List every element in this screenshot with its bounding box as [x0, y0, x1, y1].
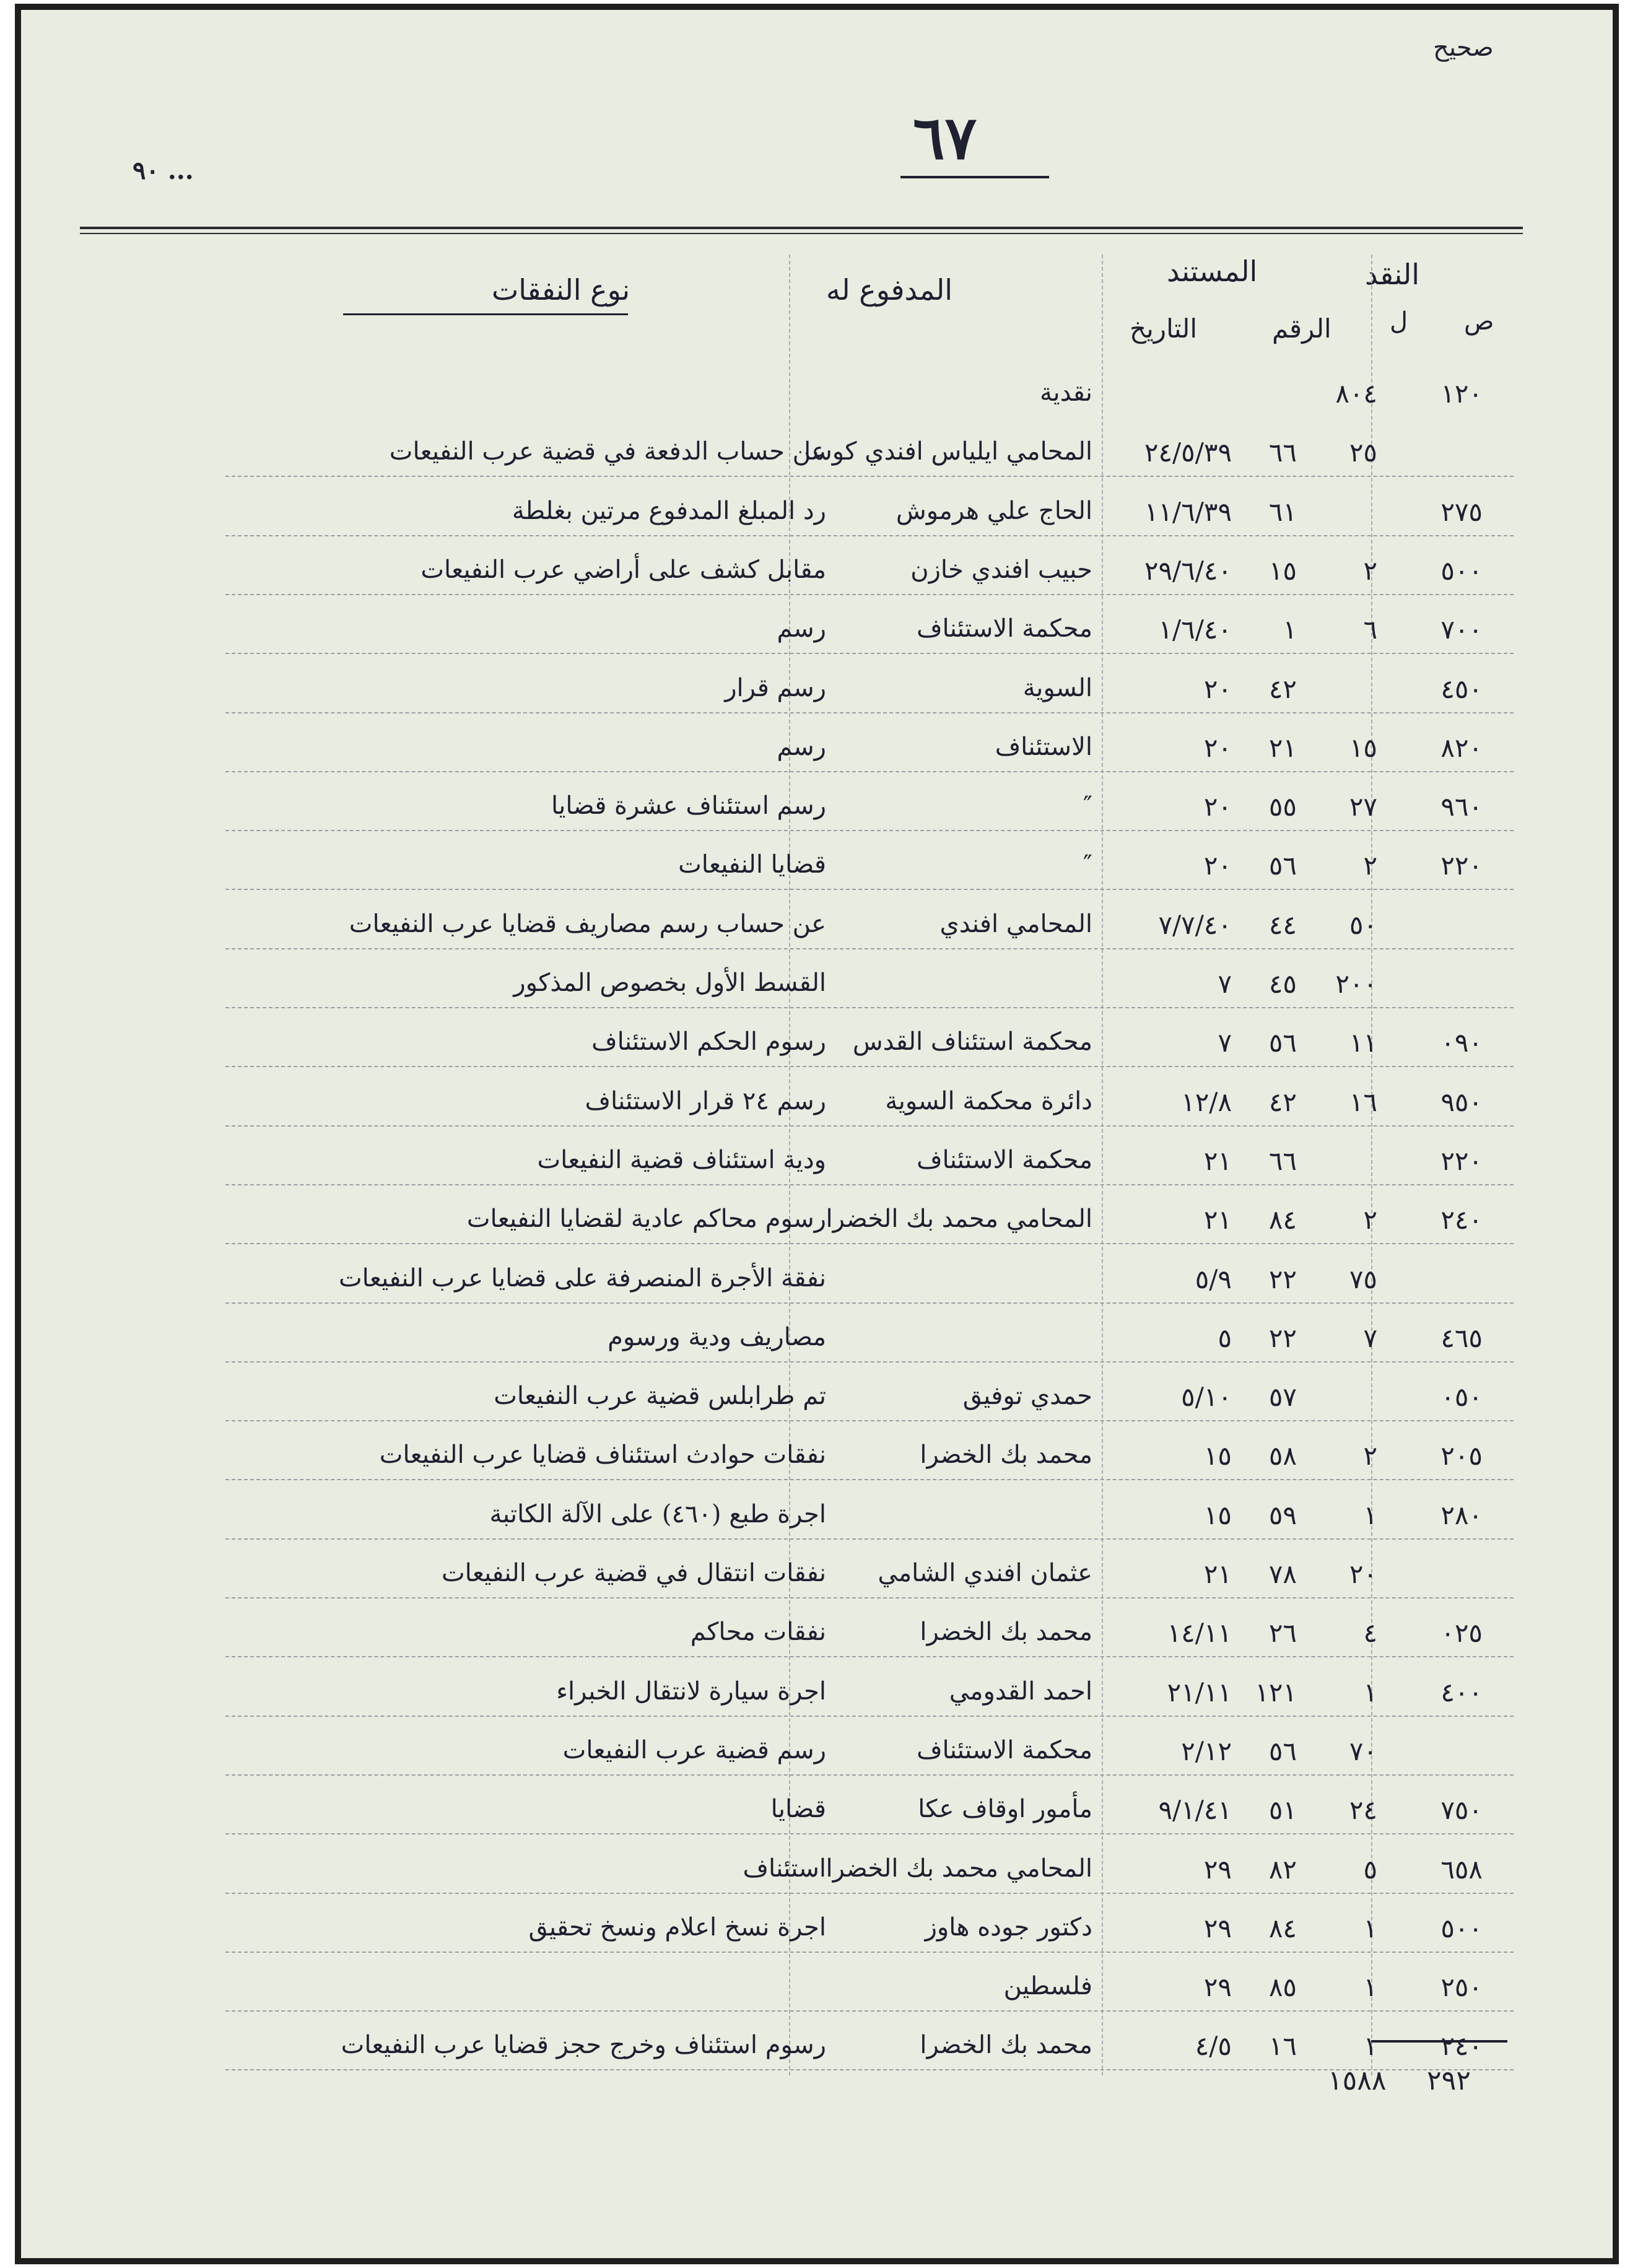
expense-type: عن حساب رسم مصاريف قضايا عرب النفيعات: [349, 910, 826, 938]
row-rule: [225, 712, 1514, 713]
amount-piastres: ٥٠٠: [1440, 1913, 1483, 1943]
ref-number: ٥٦: [1268, 1027, 1297, 1058]
amount-lira: ١٥: [1349, 733, 1377, 763]
amount-lira: ٢٧: [1349, 792, 1377, 822]
amount-piastres: ١٢٠: [1440, 378, 1483, 409]
date: ٥: [1218, 1323, 1232, 1353]
ledger-row: [21, 378, 1625, 434]
payee: مأمور اوقاف عكا: [918, 1795, 1092, 1823]
ref-number: ١٦: [1268, 2031, 1297, 2061]
header-date: التاريخ: [1130, 313, 1198, 344]
date: ٤/٥: [1195, 2031, 1232, 2061]
row-rule: [225, 653, 1514, 654]
amount-lira: ١: [1363, 1913, 1377, 1943]
ref-number: ٥٦: [1268, 1736, 1297, 1766]
amount-lira: ٥٠: [1349, 910, 1377, 940]
ledger-row: [21, 1559, 1625, 1615]
ledger-row: [21, 1146, 1625, 1202]
row-rule: [225, 1184, 1514, 1185]
payee: احمد القدومي: [949, 1677, 1092, 1706]
ref-number: ٥١: [1268, 1795, 1297, 1825]
payee: محكمة استئناف القدس: [852, 1027, 1092, 1056]
expense-type: قضايا: [770, 1795, 826, 1823]
payee: المحامي محمد بك الخضرا: [826, 1854, 1092, 1883]
ledger-sheet: [15, 4, 1619, 2264]
expense-type: مصاريف ودية ورسوم: [608, 1323, 826, 1351]
expense-type: رسوم الحكم الاستئناف: [591, 1027, 826, 1056]
page-number: ٦٧: [913, 103, 977, 173]
payee: محمد بك الخضرا: [920, 1441, 1092, 1469]
row-rule: [225, 594, 1514, 595]
amount-lira: ٢٠٠: [1335, 969, 1377, 999]
ledger-row: [21, 1618, 1625, 1673]
ledger-row: [21, 1677, 1625, 1733]
header-piastres: ص: [1464, 307, 1494, 336]
amount-lira: ٤: [1363, 1618, 1377, 1648]
page-number-underline: [900, 176, 1049, 178]
date: ١٢/٨: [1181, 1087, 1232, 1117]
expense-type: القسط الأول بخصوص المذكور: [513, 969, 826, 997]
total-lira: ١٥٨٨: [1328, 2065, 1387, 2096]
ref-number: ٦٦: [1268, 1146, 1297, 1176]
expense-type: قضايا النفيعات: [678, 850, 826, 879]
amount-lira: ٧٥: [1349, 1264, 1377, 1294]
row-rule: [225, 1774, 1514, 1776]
amount-lira: ٧٠: [1349, 1736, 1377, 1766]
date: ٧: [1218, 1027, 1232, 1058]
amount-piastres: ٢٢٠: [1440, 850, 1483, 881]
ledger-row: [21, 910, 1625, 966]
ref-number: ٥٨: [1268, 1441, 1297, 1471]
date: ٧/٧/٤٠: [1158, 910, 1232, 940]
ledger-row: [21, 1087, 1625, 1143]
ref-number: ٢٢: [1268, 1264, 1297, 1294]
top-left-marks: ٩٠ ...: [133, 156, 194, 185]
payee: دائرة محكمة السوية: [885, 1087, 1092, 1115]
amount-lira: ١: [1363, 1500, 1377, 1530]
corner-note: صحيح: [1433, 33, 1494, 62]
ref-number: ٨٤: [1268, 1913, 1297, 1943]
ref-number: ٨٥: [1268, 1972, 1297, 2002]
amount-piastres: ٢٨٠: [1440, 1500, 1483, 1530]
ledger-row: [21, 1795, 1625, 1851]
expense-type: رسم: [777, 614, 826, 643]
row-rule: [225, 1656, 1514, 1657]
amount-piastres: ٧٥٠: [1440, 1795, 1483, 1825]
row-rule: [225, 1302, 1514, 1304]
row-rule: [225, 1597, 1514, 1599]
header-type-underline: [343, 313, 628, 315]
amount-lira: ٢: [1363, 1205, 1377, 1235]
payee: فلسطين: [1003, 1972, 1092, 2000]
date: ٥/٩: [1195, 1264, 1232, 1294]
expense-type: عن حساب الدفعة في قضية عرب النفيعات: [389, 437, 826, 466]
date: ٩/١/٤١: [1158, 1795, 1232, 1825]
row-rule: [225, 1066, 1514, 1067]
expense-type: نفقات محاكم: [690, 1618, 826, 1646]
ref-number: ٤٥: [1268, 969, 1297, 999]
amount-lira: ٢٠: [1349, 1559, 1377, 1589]
amount-lira: ٢: [1363, 556, 1377, 586]
ref-number: ٥٥: [1268, 792, 1297, 822]
row-rule: [225, 1833, 1514, 1834]
amount-piastres: ٤٥٠: [1440, 674, 1483, 704]
payee: حمدي توفيق: [962, 1382, 1092, 1410]
ledger-row: [21, 1323, 1625, 1379]
ref-number: ٦١: [1268, 497, 1297, 527]
date: ٢/١٢: [1181, 1736, 1232, 1766]
row-rule: [225, 771, 1514, 772]
expense-type: تم طرابلس قضية عرب النفيعات: [494, 1382, 826, 1410]
sum-line: [1371, 2040, 1507, 2043]
payee: حبيب افندي خازن: [910, 556, 1092, 584]
date: ٢٩/٦/٤٠: [1144, 556, 1232, 586]
amount-piastres: ٠٩٠: [1440, 1027, 1483, 1058]
amount-lira: ٧: [1363, 1323, 1377, 1353]
expense-type: مقابل كشف على أراضي عرب النفيعات: [421, 556, 826, 584]
ledger-row: [21, 733, 1625, 788]
amount-piastres: ٧٠٠: [1440, 614, 1483, 645]
amount-lira: ٢: [1363, 850, 1377, 881]
ref-number: ٦٦: [1268, 437, 1297, 468]
header-rule-2: [80, 233, 1523, 234]
date: ٢٩: [1203, 1972, 1232, 2002]
date: ٢٠: [1203, 850, 1232, 881]
expense-type: ودية استئناف قضية النفيعات: [537, 1146, 826, 1174]
ledger-row: [21, 1264, 1625, 1320]
payee: محمد بك الخضرا: [920, 2031, 1092, 2059]
ref-number: ٥٩: [1268, 1500, 1297, 1530]
amount-lira: ١: [1363, 1677, 1377, 1708]
ref-number: ٤٢: [1268, 674, 1297, 704]
header-lira: ل: [1390, 307, 1408, 336]
row-rule: [225, 1007, 1514, 1008]
ref-number: ٥٦: [1268, 850, 1297, 881]
header-ref-no: الرقم: [1272, 313, 1331, 344]
amount-piastres: ٤٠٠: [1440, 1677, 1483, 1708]
row-rule: [225, 948, 1514, 949]
row-rule: [225, 1243, 1514, 1244]
payee: محكمة الاستئناف: [917, 1146, 1092, 1174]
row-rule: [225, 1125, 1514, 1127]
amount-piastres: ٩٦٠: [1440, 792, 1483, 822]
amount-lira: ٥: [1363, 1854, 1377, 1885]
amount-lira: ١٦: [1349, 1087, 1377, 1117]
ref-number: ٤٢: [1268, 1087, 1297, 1117]
ledger-row: [21, 674, 1625, 730]
date: ٢٩: [1203, 1854, 1232, 1885]
amount-piastres: ٤٦٥: [1440, 1323, 1483, 1353]
expense-type: نفقة الأجرة المنصرفة على قضايا عرب النفيعات: [338, 1264, 826, 1293]
payee: محكمة الاستئناف: [917, 1736, 1092, 1764]
amount-lira: ٢٤: [1349, 1795, 1377, 1825]
amount-lira: ٦: [1363, 614, 1377, 645]
ledger-row: [21, 614, 1625, 670]
row-rule: [225, 535, 1514, 536]
ref-number: ٥٧: [1268, 1382, 1297, 1412]
ref-number: ٨٤: [1268, 1205, 1297, 1235]
ledger-row: [21, 1913, 1625, 1969]
row-rule: [225, 476, 1514, 477]
amount-piastres: ٢٤٠: [1440, 1205, 1483, 1235]
payee: ″: [1083, 792, 1092, 820]
payee: المحامي ايلياس افندي كوسا: [804, 437, 1092, 466]
row-rule: [225, 1479, 1514, 1480]
ledger-row: [21, 497, 1625, 552]
header-type: نوع النفقات: [492, 273, 630, 307]
ledger-row: [21, 792, 1625, 847]
date: ٧: [1218, 969, 1232, 999]
payee: محكمة الاستئناف: [917, 614, 1092, 643]
ledger-row: [21, 1500, 1625, 1556]
ledger-row: [21, 1441, 1625, 1496]
date: ٢٩: [1203, 1913, 1232, 1943]
row-rule: [225, 1716, 1514, 1717]
payee: الحاج علي هرموش: [896, 497, 1092, 525]
amount-lira: ١: [1363, 2031, 1377, 2061]
date: ١١/٦/٣٩: [1144, 497, 1232, 527]
ref-number: ٨٢: [1268, 1854, 1297, 1885]
expense-type: رسوم محاكم عادية لقضايا النفيعات: [466, 1205, 826, 1233]
date: ١٤/١١: [1167, 1618, 1232, 1648]
ref-number: ١: [1283, 614, 1297, 645]
payee: ″: [1083, 850, 1092, 879]
expense-type: رسوم استئناف وخرج حجز قضايا عرب النفيعات: [341, 2031, 826, 2059]
row-rule: [225, 830, 1514, 831]
row-rule: [225, 1420, 1514, 1421]
ledger-row: [21, 1736, 1625, 1792]
header-amount: النقد: [1365, 258, 1420, 291]
row-rule: [225, 1952, 1514, 1953]
ledger-row: [21, 1205, 1625, 1260]
payee: الاستئناف: [995, 733, 1092, 761]
amount-lira: ٢: [1363, 1441, 1377, 1471]
expense-type: رسم ٢٤ قرار الاستئناف: [585, 1087, 826, 1115]
row-rule: [225, 2069, 1514, 2070]
amount-lira: ٢٥: [1349, 437, 1377, 468]
date: ٢١: [1203, 1146, 1232, 1176]
amount-piastres: ٠٥٠: [1440, 1382, 1483, 1412]
header-document: المستند: [1167, 255, 1258, 288]
payee: المحامي محمد بك الخضرا: [826, 1205, 1092, 1233]
ledger-row: [21, 556, 1625, 611]
date: ٢٠: [1203, 792, 1232, 822]
date: ٢٠: [1203, 733, 1232, 763]
amount-piastres: ٢٠٥: [1440, 1441, 1483, 1471]
ledger-row: [21, 1027, 1625, 1083]
ref-number: ١٥: [1268, 556, 1297, 586]
payee: محمد بك الخضرا: [920, 1618, 1092, 1646]
amount-lira: ١١: [1349, 1027, 1377, 1058]
expense-type: نفقات حوادث استئناف قضايا عرب النفيعات: [379, 1441, 826, 1469]
row-rule: [225, 2010, 1514, 2012]
amount-piastres: ٢٤٠: [1440, 2031, 1483, 2061]
expense-type: اجرة طبع (٤٦٠) على الآلة الكاتبة: [489, 1500, 826, 1529]
ref-number: ٢٦: [1268, 1618, 1297, 1648]
expense-type: رسم: [777, 733, 826, 761]
amount-lira: ١: [1363, 1972, 1377, 2002]
amount-piastres: ٨٢٠: [1440, 733, 1483, 763]
payee: دكتور جوده هاوز: [925, 1913, 1092, 1942]
payee: المحامي افندي: [939, 910, 1092, 938]
date: ١٥: [1203, 1441, 1232, 1471]
row-rule: [225, 1893, 1514, 1894]
amount-lira: ٨٠٤: [1335, 378, 1377, 409]
ledger-row: [21, 1854, 1625, 1910]
payee: السوية: [1022, 674, 1092, 702]
total-piastres: ٢٩٢: [1427, 2065, 1471, 2096]
date: ٢١: [1203, 1205, 1232, 1235]
ref-number: ٤٤: [1268, 910, 1297, 940]
expense-type: رسم قرار: [725, 674, 826, 702]
amount-piastres: ٢٧٥: [1440, 497, 1483, 527]
expense-type: نفقات انتقال في قضية عرب النفيعات: [441, 1559, 826, 1587]
payee: عثمان افندي الشامي: [878, 1559, 1092, 1587]
ledger-row: [21, 969, 1625, 1024]
amount-piastres: ٥٠٠: [1440, 556, 1483, 586]
expense-type: استئناف: [743, 1854, 826, 1883]
date: ٢٤/٥/٣٩: [1144, 437, 1232, 468]
ledger-row: [21, 437, 1625, 493]
ref-number: ٢١: [1268, 733, 1297, 763]
amount-piastres: ٦٥٨: [1440, 1854, 1483, 1885]
date: ٢١: [1203, 1559, 1232, 1589]
expense-type: اجرة سيارة لانتقال الخبراء: [556, 1677, 826, 1706]
date: ٢٠: [1203, 674, 1232, 704]
date: ٥/١٠: [1181, 1382, 1232, 1412]
expense-type: اجرة نسخ اعلام ونسخ تحقيق: [528, 1913, 826, 1942]
expense-type: رسم قضية عرب النفيعات: [562, 1736, 826, 1764]
amount-piastres: ٩٥٠: [1440, 1087, 1483, 1117]
ref-number: ٢٢: [1268, 1323, 1297, 1353]
ledger-row: [21, 850, 1625, 906]
amount-piastres: ٢٢٠: [1440, 1146, 1483, 1176]
ref-number: ٧٨: [1268, 1559, 1297, 1589]
ledger-row: [21, 1972, 1625, 2028]
row-rule: [225, 889, 1514, 890]
expense-type: رد المبلغ المدفوع مرتين بغلطة: [512, 497, 826, 525]
row-rule: [225, 1361, 1514, 1363]
amount-piastres: ٢٥٠: [1440, 1972, 1483, 2002]
ledger-row: [21, 1382, 1625, 1437]
ref-number: ١٢١: [1255, 1677, 1297, 1708]
payee: نقدية: [1040, 378, 1092, 407]
header-rule: [80, 227, 1523, 229]
row-rule: [225, 1538, 1514, 1540]
amount-piastres: ٠٢٥: [1440, 1618, 1483, 1648]
date: ٢١/١١: [1167, 1677, 1232, 1708]
expense-type: رسم استئناف عشرة قضايا: [551, 792, 826, 820]
date: ١٥: [1203, 1500, 1232, 1530]
header-payee: المدفوع له: [826, 273, 953, 307]
date: ١/٦/٤٠: [1158, 614, 1232, 645]
